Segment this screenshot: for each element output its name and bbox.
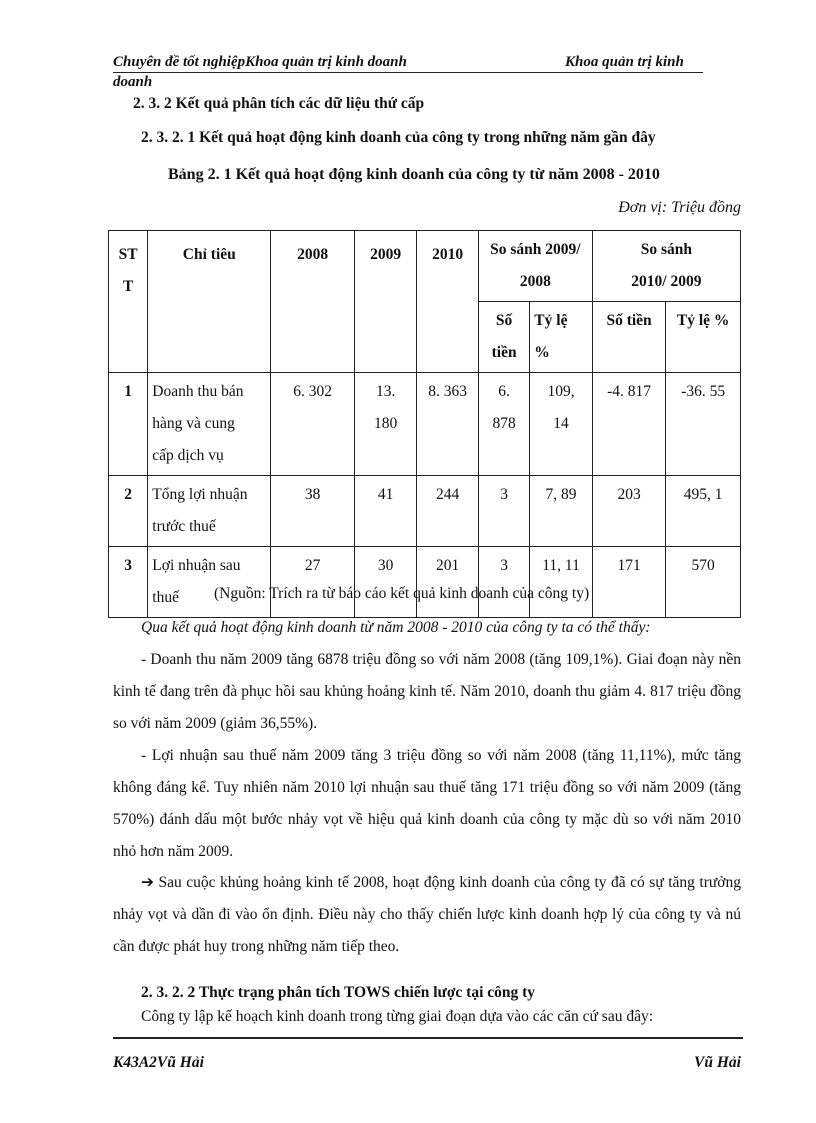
header-so-tien-2: Số tiền — [592, 302, 666, 373]
cell-ty-le-2: 570 — [666, 547, 741, 618]
page-header — [113, 53, 713, 72]
header-left-text: Chuyên đề tốt nghiệpKhoa quản trị kinh doanh — [113, 54, 407, 70]
cell-2008: 38 — [271, 476, 355, 547]
table-row — [109, 373, 741, 476]
header-2008: 2008 — [271, 231, 355, 373]
cell-so-tien-1: 3 — [478, 476, 529, 547]
cell-2010: 201 — [417, 547, 478, 618]
cell-ty-le-2: 495, 1 — [666, 476, 741, 547]
paragraph-profit: - Lợi nhuận sau thuế năm 2009 tăng 3 triệu đồng so với năm 2008 (tăng 11,11%), mức tăng không đáng kể. Tuy nhiên năm 2010 lợi nhuận sau thuế tăng 171 triệu đồng so với năm 2009 (tăng 570%) đánh dấu một bước nhảy vọt về hiệu quả kinh doanh của công ty mặc dù so với năm 2010 nhỏ hơn năm 2009. — [113, 747, 741, 860]
table-caption: Bảng 2. 1 Kết quả hoạt động kinh doanh của công ty từ năm 2008 - 2010 — [168, 166, 660, 183]
header-2010: 2010 — [417, 231, 478, 373]
header-rule — [113, 72, 703, 73]
cell-so-tien-1: 6. 878 — [478, 373, 529, 476]
results-table — [108, 230, 741, 618]
cell-so-tien-2: 203 — [592, 476, 666, 547]
header-compare-2009-2008: So sánh 2009/ 2008 — [478, 231, 592, 302]
section-heading-2-3-2-2: 2. 3. 2. 2 Thực trạng phân tích TOWS chiến lược tại công ty — [141, 984, 536, 1001]
header-stt-line1: ST — [118, 246, 138, 263]
header-ty-le-1: Tỷ lệ % — [530, 302, 592, 373]
intro-text: Qua kết quả hoạt động kinh doanh từ năm 2008 - 2010 của công ty ta có thể thấy: — [141, 619, 651, 636]
header-so-tien-1: Số tiền — [478, 302, 529, 373]
cell-2010: 244 — [417, 476, 478, 547]
cell-so-tien-1: 3 — [478, 547, 529, 618]
header-chi-tieu: Chỉ tiêu — [148, 231, 271, 373]
header-continuation: doanh — [113, 74, 153, 90]
cell-2008: 6. 302 — [271, 373, 355, 476]
row-name: Tổng lợi nhuận trước thuế — [148, 476, 271, 547]
section-heading-2-3-2-1: 2. 3. 2. 1 Kết quả hoạt động kinh doanh của công ty trong những năm gần đây — [141, 129, 656, 146]
section-heading-2-3-2: 2. 3. 2 Kết quả phân tích các dữ liệu thứ cấp — [133, 95, 425, 112]
header-2009: 2009 — [354, 231, 416, 373]
row-stt: 2 — [109, 476, 148, 547]
footer-rule — [113, 1037, 743, 1039]
cell-ty-le-1: 11, 11 — [530, 547, 592, 618]
cell-2009: 30 — [354, 547, 416, 618]
unit-label: Đơn vị: Triệu đồng — [618, 199, 741, 216]
cell-ty-le-1: 7, 89 — [530, 476, 592, 547]
header-ty-le-2: Tỷ lệ % — [666, 302, 741, 373]
footer-right: Vũ Hải — [694, 1054, 741, 1071]
row-name: Doanh thu bán hàng và cung cấp dịch vụ — [148, 373, 271, 476]
cell-2009: 13. 180 — [354, 373, 416, 476]
row-stt: 1 — [109, 373, 148, 476]
cell-2010: 8. 363 — [417, 373, 478, 476]
cell-so-tien-2: 171 — [592, 547, 666, 618]
row-name: Lợi nhuận sau thuế — [148, 547, 271, 618]
cell-ty-le-1: 109, 14 — [530, 373, 592, 476]
row-stt: 3 — [109, 547, 148, 618]
table-row — [109, 476, 741, 547]
paragraph-revenue: - Doanh thu năm 2009 tăng 6878 triệu đồng so với năm 2008 (tăng 109,1%). Giai đoạn này nền kinh tế đang trên đà phục hồi sau khủng hoảng kinh tế. Năm 2010, doanh thu giảm 4. 817 triệu đồng so với năm 2009 (giảm 36,55%). — [113, 651, 741, 732]
table-row — [109, 547, 741, 618]
header-stt-line2: T — [122, 278, 134, 295]
paragraph-plan: Công ty lập kế hoạch kinh doanh trong từng giai đoạn dựa vào các căn cứ sau đây: — [141, 1008, 654, 1025]
header-stt — [109, 231, 148, 373]
cell-2008: 27 — [271, 547, 355, 618]
cell-so-tien-2: -4. 817 — [592, 373, 666, 476]
cell-ty-le-2: -36. 55 — [666, 373, 741, 476]
header-right-text: Khoa quản trị kinh — [565, 54, 684, 70]
footer-left: K43A2Vũ Hải — [113, 1054, 204, 1071]
header-compare-2010-2009: So sánh 2010/ 2009 — [592, 231, 740, 302]
arrow-icon: ➔ — [141, 874, 154, 891]
table-source: (Nguồn: Trích ra từ báo cáo kết quả kinh doanh của công ty) — [214, 585, 590, 602]
cell-2009: 41 — [354, 476, 416, 547]
paragraph-conclusion: ➔ Sau cuộc khủng hoảng kinh tế 2008, hoạt động kinh doanh của công ty đã có sự tăng trưởng nhảy vọt và dần đi vào ổn định. Điều này cho thấy chiến lược kinh doanh hợp lý của công ty và nú cần được phát huy trong những năm tiếp theo. — [113, 874, 741, 955]
